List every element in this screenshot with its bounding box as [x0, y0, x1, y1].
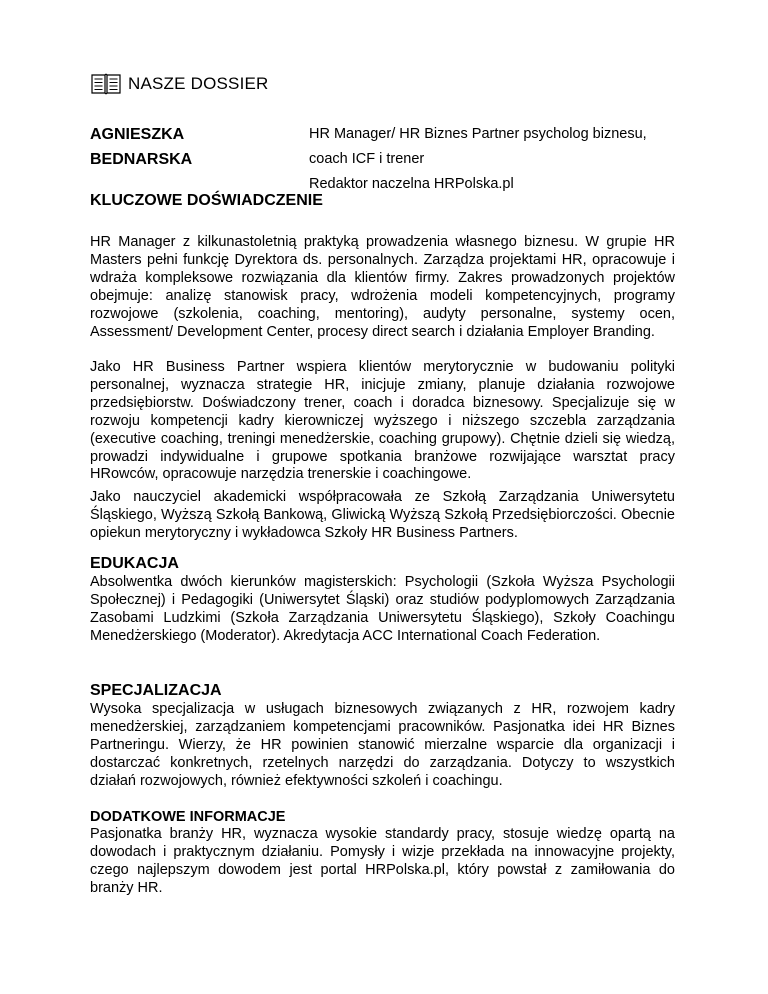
additional-info-heading: DODATKOWE INFORMACJE [90, 809, 286, 825]
experience-heading: KLUCZOWE DOŚWIADCZENIE [90, 192, 323, 209]
experience-paragraph-2: Jako HR Business Partner wspiera klientów merytorycznie w budowaniu polityki personalnej, wyznacza strategie HR, inicjuje zmiany, planuje działania rozwojowe przedsiębiorstw. Doświadczony trener, coach i doradca biznesowy. Specjalizuje się w rozwoju kompetencji kadry kierowniczej wyższego i niższego szczebla zarządzania (executive coaching, treningi menedżerskie, coaching grupowy). Chętnie dzieli się wiedzą, prowadzi indywidualne i grupowe spotkania branżowe rozwijające warsztat pracy HRowców, opracowuje narzędzia trenerskie i coachingowe. [90, 359, 675, 483]
experience-paragraph-3: Jako nauczyciel akademicki współpracowała ze Szkołą Zarządzania Uniwersytetu Śląskiego, Wyższą Szkołą Bankową, Gliwicką Wyższą Szkołą Przedsiębiorczości. Obecnie opiekun merytoryczny i wykładowca Szkoły HR Business Partners. [90, 489, 675, 541]
role-line: coach ICF i trener [309, 151, 425, 167]
education-heading: EDUKACJA [90, 555, 179, 572]
role-line: Redaktor naczelna HRPolska.pl [309, 176, 514, 192]
specialization-heading: SPECJALIZACJA [90, 682, 222, 699]
dossier-title: NASZE DOSSIER [128, 74, 269, 93]
experience-paragraph-1: HR Manager z kilkunastoletnią praktyką prowadzenia własnego biznesu. W grupie HR Masters pełni funkcję Dyrektora ds. personalnych. Zarządza projektami HR, opracowuje i wdraża kompleksowe rozwiązania dla klientów firmy. Zakres prowadzonych projektów obejmuje: analizę stanowisk pracy, wdrożenia modeli kompetencyjnych, programy rozwojowe (szkolenia, coaching, mentoring), audyty personalne, systemy ocen, Assessment/ Development Center, procesy direct search i działania Employer Branding. [90, 234, 675, 340]
first-name: AGNIESZKA [90, 126, 185, 143]
role-line: HR Manager/ HR Biznes Partner psycholog biznesu, [309, 126, 647, 142]
open-book-icon [90, 72, 122, 96]
person-roles [309, 122, 647, 197]
additional-info-text: Pasjonatka branży HR, wyznacza wysokie standardy pracy, stosuje wiedzę opartą na dowodach i praktycznym działaniu. Pomysły i wizje przekłada na innowacyjne projekty, czego najlepszym dowodem jest portal HRPolska.pl, który powstał z zamiłowania do branży HR. [90, 826, 675, 896]
last-name: BEDNARSKA [90, 151, 193, 168]
education-text: Absolwentka dwóch kierunków magisterskich: Psychologii (Szkoła Wyższa Psychologii Społecznej) i Pedagogiki (Uniwersytet Śląski) oraz studiów podyplomowych Zarządzania Zasobami Ludzkimi (Szkoła Zarządzania Uniwersytetu Śląskiego), Szkoły Coachingu Menedżerskiego (Moderator). Akredytacja ACC International Coach Federation. [90, 574, 675, 644]
dossier-header [90, 72, 269, 96]
specialization-text: Wysoka specjalizacja w usługach biznesowych związanych z HR, rozwojem kadry menedżerskiej, zarządzaniem kompetencjami pracowników. Pasjonatka idei HR Biznes Partneringu. Wierzy, że HR powinien stanowić mierzalne wsparcie dla organizacji i dostarczać konkretnych, rzetelnych narzędzi do zarządzania. Dotyczy to wszystkich działań rozwojowych, również efektywności szkoleń i coachingu. [90, 701, 675, 789]
person-name [90, 122, 192, 172]
